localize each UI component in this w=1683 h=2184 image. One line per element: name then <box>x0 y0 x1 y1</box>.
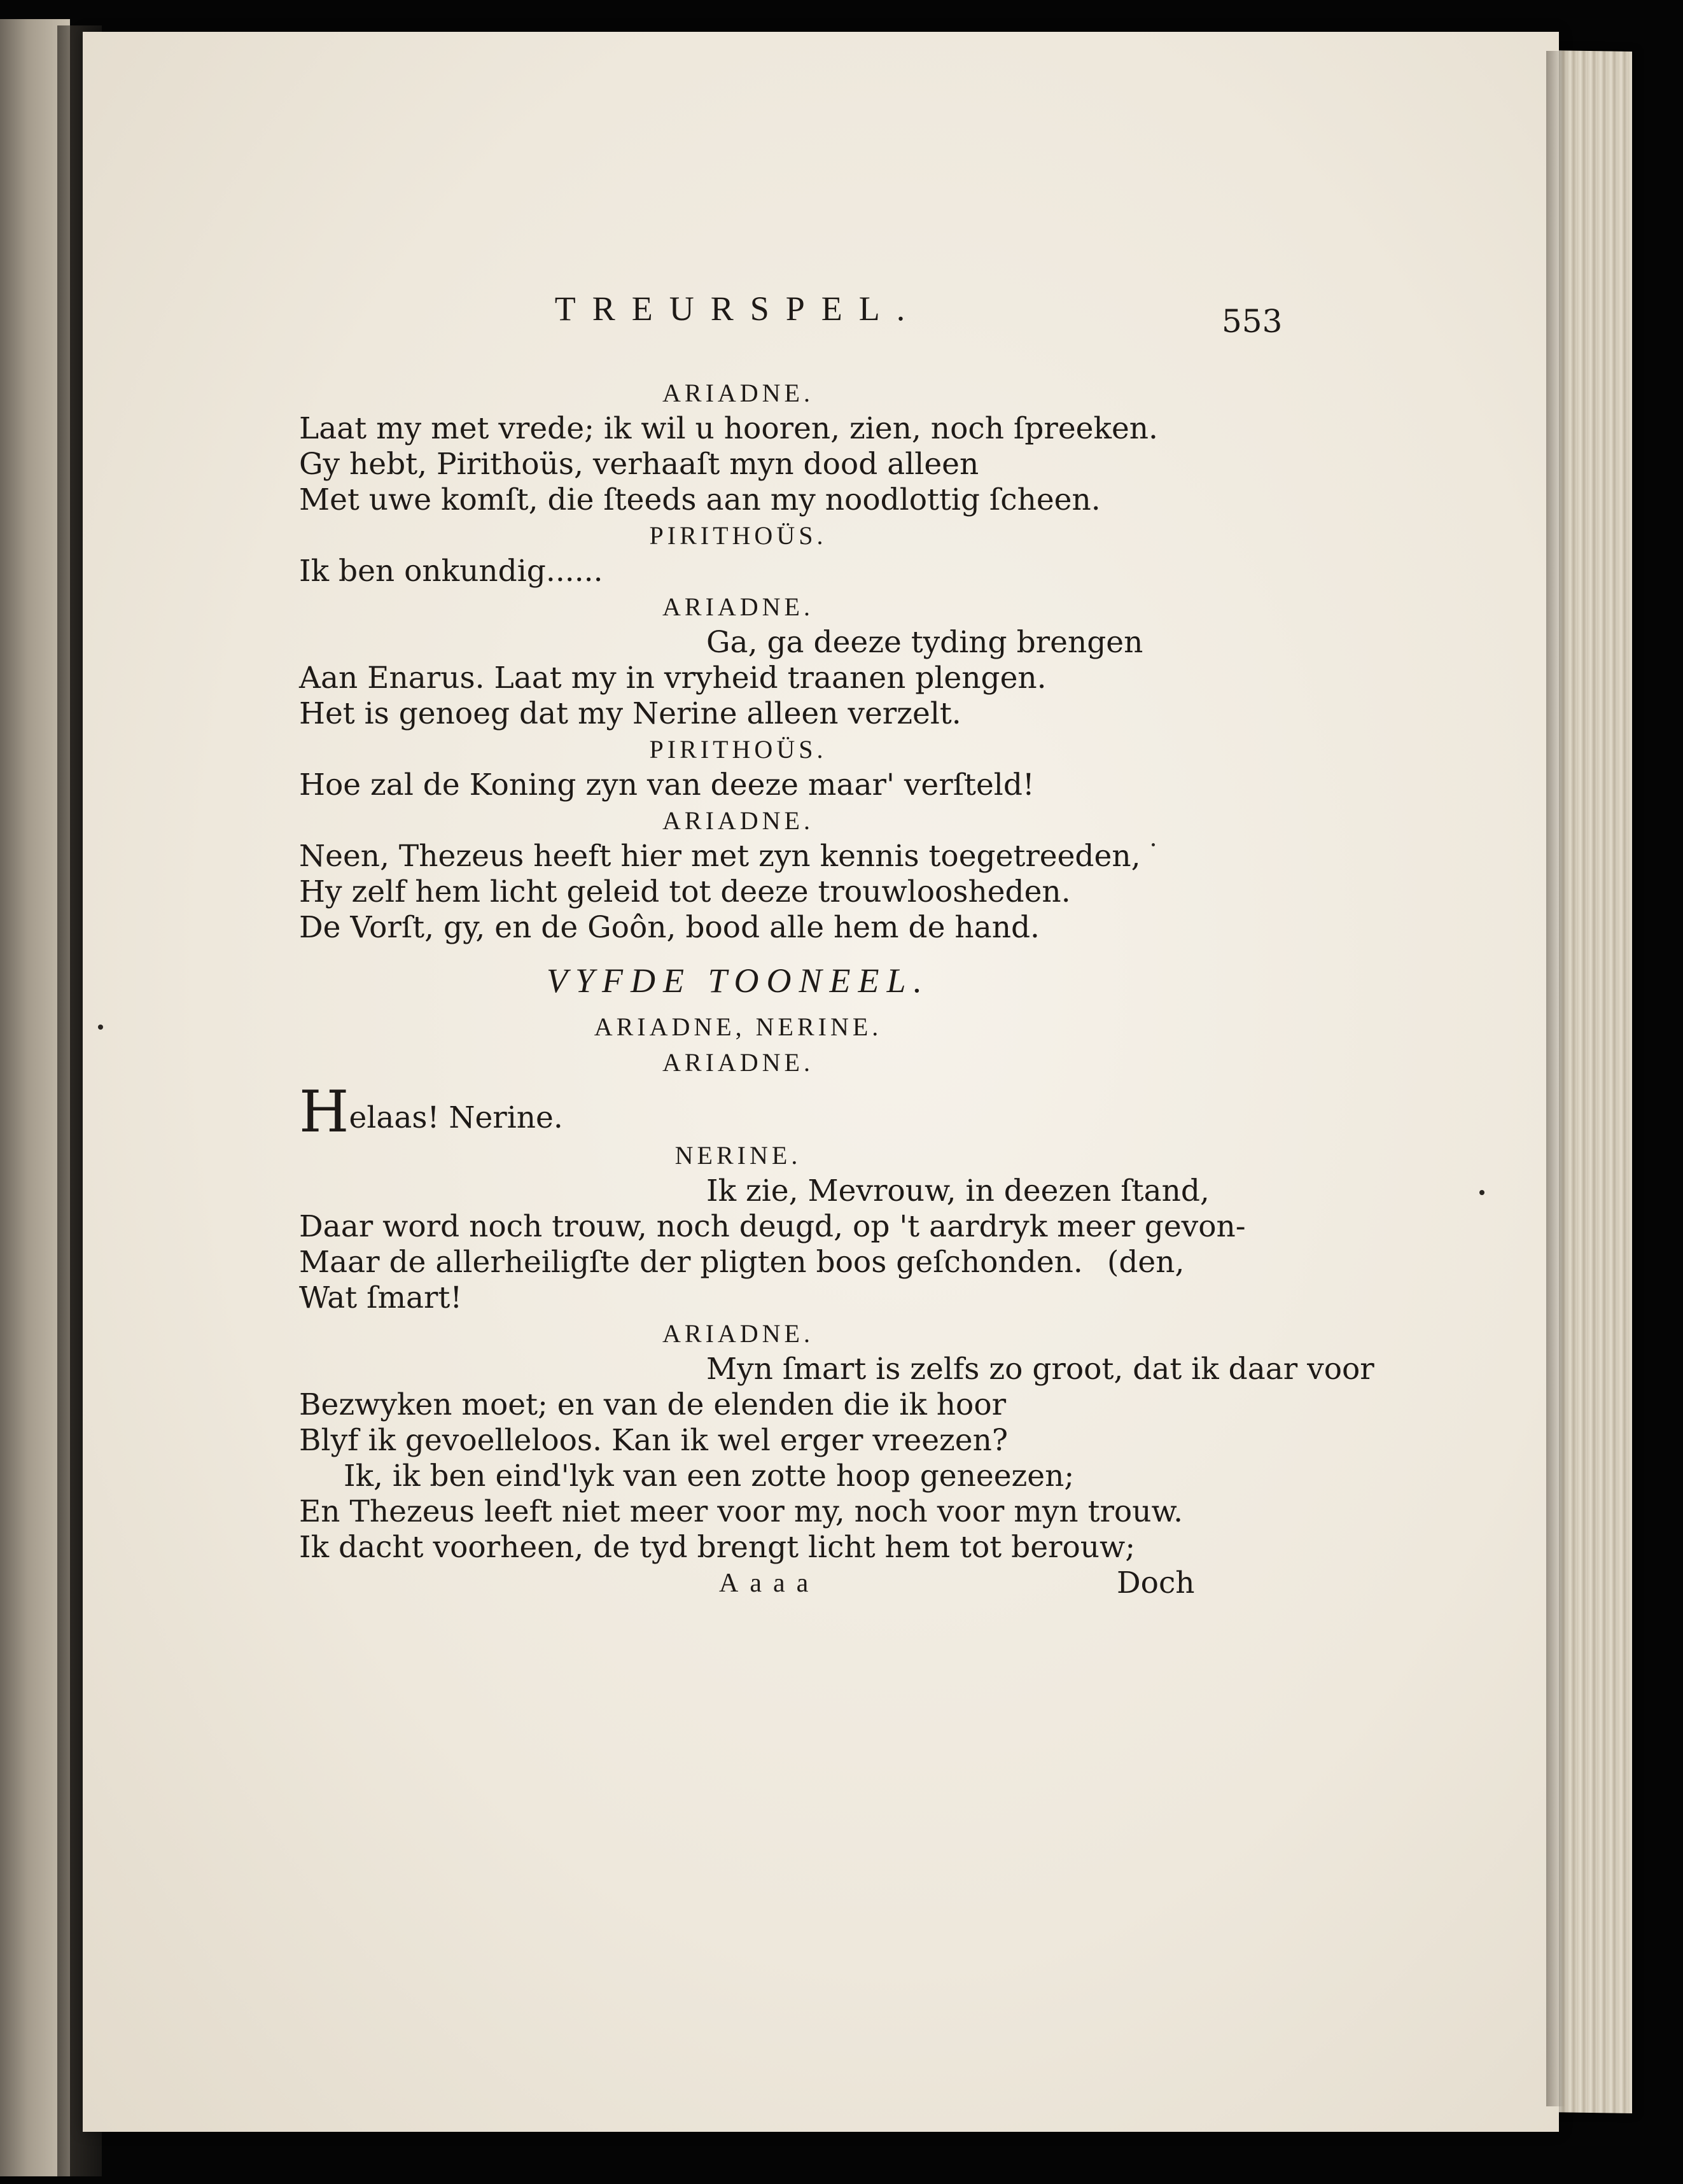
verse-line: Ik dacht voorheen, de tyd brengt licht hem tot berouw; <box>299 1530 1136 1565</box>
verse-line: Gy hebt, Pirithoüs, verhaaſt myn dood alleen <box>299 447 979 482</box>
page-edge-shadow <box>1546 51 1565 2106</box>
signature-mark: Aaaa <box>719 1569 820 1598</box>
speaker-heading: ARIADNE. <box>662 806 814 835</box>
verse-line: Maar de allerheiligſte der pligten boos geſchonden. <box>299 1245 1083 1280</box>
ink-speck <box>1479 1190 1484 1195</box>
verse-line: Neen, Thezeus heeft hier met zyn kennis toegetreeden, <box>299 839 1141 874</box>
turnover-text: (den, <box>1107 1245 1185 1280</box>
verse-line: Hy zelf hem licht geleid tot deeze trouwloosheden. <box>299 874 1071 909</box>
catchword: Doch <box>1117 1565 1195 1600</box>
verse-line: Met uwe komſt, die ſteeds aan my noodlottig ſcheen. <box>299 482 1101 517</box>
verse-line: Blyf ik gevoelleloos. Kan ik wel erger vreezen? <box>299 1423 1009 1458</box>
verse-line: Ik ben onkundig...... <box>299 554 603 589</box>
book-page <box>83 32 1559 2132</box>
drop-capital: H <box>299 1079 349 1145</box>
verse-line: Ik, ik ben eind'lyk van een zotte hoop geneezen; <box>344 1459 1075 1494</box>
verse-line: Bezwyken moet; en van de elenden die ik hoor <box>299 1387 1007 1422</box>
speaker-heading: ARIADNE. <box>662 1319 814 1348</box>
verse-line: Aan Enarus. Laat my in vryheid traanen plengen. <box>299 661 1047 696</box>
verse-line: Het is genoeg dat my Nerine alleen verzelt. <box>299 696 961 731</box>
verse-line: De Vorſt, gy, en de Goôn, bood alle hem de hand. <box>299 910 1040 945</box>
verse-line: Laat my met vrede; ik wil u hooren, zien, noch ſpreeken. <box>299 411 1158 446</box>
speaker-heading: ARIADNE. <box>662 592 814 621</box>
running-head: TREURSPEL. <box>554 290 922 328</box>
verse-line: Hoe zal de Koning zyn van deeze maar' verſteld! <box>299 767 1035 802</box>
ink-speck <box>98 1025 103 1030</box>
speaker-heading: PIRITHOÜS. <box>649 521 827 550</box>
verse-line: Wat ſmart! <box>299 1280 463 1315</box>
page-number: 553 <box>1222 303 1283 340</box>
speaker-heading: ARIADNE. <box>662 379 814 407</box>
ink-speck <box>1152 843 1155 846</box>
verse-line: Daar word noch trouw, noch deugd, op 't aardryk meer gevon- <box>299 1209 1246 1244</box>
verse-line: Myn ſmart is zelfs zo groot, dat ik daar voor <box>706 1352 1374 1387</box>
speaker-heading: ARIADNE, NERINE. <box>594 1012 883 1041</box>
verse-line <box>299 1079 563 1145</box>
verse-text: elaas! Nerine. <box>349 1100 563 1135</box>
speaker-heading: PIRITHOÜS. <box>649 735 827 764</box>
scene-title: VYFDE TOONEEL. <box>546 962 930 1000</box>
speaker-heading: NERINE. <box>674 1141 802 1170</box>
verse-line: Ga, ga deeze tyding brengen <box>706 625 1143 660</box>
verse-line: En Thezeus leeft niet meer voor my, noch voor myn trouw. <box>299 1494 1184 1529</box>
speaker-heading: ARIADNE. <box>662 1048 814 1077</box>
verse-line: Ik zie, Mevrouw, in deezen ſtand, <box>706 1173 1210 1208</box>
